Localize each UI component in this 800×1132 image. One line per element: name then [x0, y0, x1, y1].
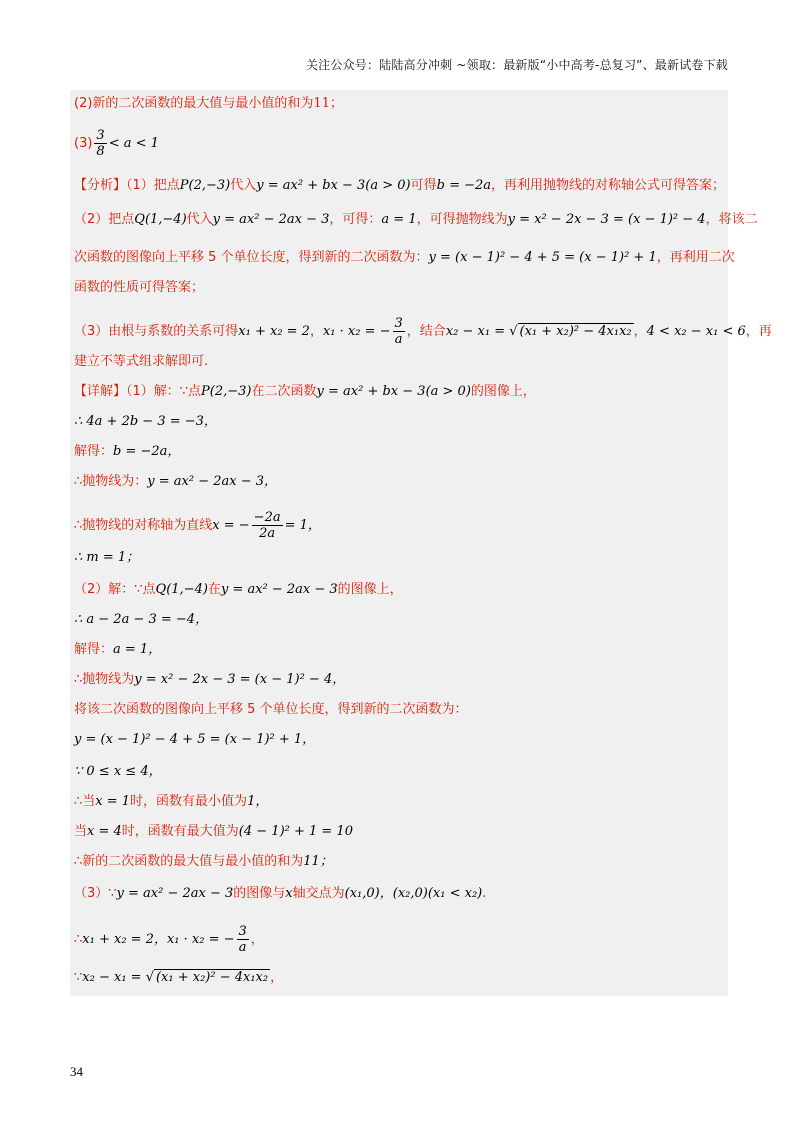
line-answer-3: (3) $\frac{3}{8}$ < a < 1: [74, 128, 159, 159]
line-detail-4: ∴抛物线为：y = ax² − 2ax − 3，: [74, 474, 278, 489]
line-detail-13: ∵ 0 ≤ x ≤ 4，: [74, 764, 162, 779]
line-detail-3: 解得：b = −2a，: [74, 444, 181, 459]
line-analysis-1: 【分析】（1）把点P(2,−3)代入y = ax² + bx − 3(a > 0)可得b = −2a，再利用抛物线的对称轴公式可得答案；: [74, 178, 726, 193]
fraction: $\frac{-2a}{2a}$: [253, 510, 281, 541]
line-analysis-3: 次函数的图像向上平移 5 个单位长度，得到新的二次函数为：y = (x − 1)² − 4 + 5 = (x − 1)² + 1，再利用二次: [74, 250, 735, 265]
line-analysis-4: 函数的性质可得答案；: [74, 280, 205, 295]
fraction: $\frac{3}{a}$: [394, 316, 403, 347]
line-analysis-2: （2）把点Q(1,−4)代入y = ax² − 2ax − 3，可得：a = 1，可得抛物线为y = x² − 2x − 3 = (x − 1)² − 4，将该二: [74, 212, 758, 227]
line-analysis-5: （3）由根与系数的关系可得x₁ + x₂ = 2，x₁ · x₂ = − $\frac{3}{a}$ ，结合x₂ − x₁ = √ (x₁ + x₂)² − 4x₁x₂ ，4 < x₂ − x₁ < 6，再: [74, 316, 772, 347]
line-detail-14: ∴当x = 1时，函数有最小值为1，: [74, 794, 269, 809]
solution-content: [70, 90, 772, 996]
line-detail-12: y = (x − 1)² − 4 + 5 = (x − 1)² + 1，: [74, 732, 316, 747]
line-detail-7: （2）解：∵点Q(1,−4)在y = ax² − 2ax − 3的图像上，: [74, 582, 403, 597]
line-detail-16: ∴新的二次函数的最大值与最小值的和为11；: [74, 854, 333, 869]
line-answer-2: (2)新的二次函数的最大值与最小值的和为11；: [74, 96, 343, 111]
fraction: $\frac{3}{8}$: [96, 128, 105, 159]
line-detail-9: 解得：a = 1，: [74, 642, 162, 657]
line-detail-10: ∴抛物线为y = x² − 2x − 3 = (x − 1)² − 4，: [74, 672, 346, 687]
fraction: $\frac{3}{a}$: [238, 924, 247, 955]
page-number: 34: [70, 1064, 83, 1079]
line-detail-11: 将该二次函数的图像向上平移 5 个单位长度，得到新的二次函数为：: [74, 702, 468, 717]
line-detail-17: （3）∵y = ax² − 2ax − 3的图像与x轴交点为(x₁,0)，(x₂,0)(x₁ < x₂).: [74, 886, 487, 901]
line-detail-2: ∴ 4a + 2b − 3 = −3，: [74, 414, 217, 429]
line-detail-6: ∴ m = 1；: [74, 550, 140, 565]
line-detail-5: ∴抛物线的对称轴为直线x = − $\frac{-2a}{2a}$ = 1，: [74, 510, 321, 541]
page-header: 关注公众号：陆陆高分冲刺 ~领取：最新版“小中高考-总复习”、最新试卷下载: [305, 58, 728, 72]
line-analysis-6: 建立不等式组求解即可.: [74, 354, 209, 369]
line-detail-19: ∵x₂ − x₁ = √ (x₁ + x₂)² − 4x₁x₂ ，: [74, 970, 284, 985]
line-detail-8: ∴ a − 2a − 3 = −4，: [74, 612, 209, 627]
line-detail-18: ∴x₁ + x₂ = 2，x₁ · x₂ = − $\frac{3}{a}$ ，: [74, 924, 264, 955]
line-detail-1: 【详解】（1）解：∵点P(2,−3)在二次函数y = ax² + bx − 3(a > 0)的图像上，: [74, 384, 536, 399]
line-detail-15: 当x = 4时，函数有最大值为(4 − 1)² + 1 = 10: [74, 824, 353, 839]
